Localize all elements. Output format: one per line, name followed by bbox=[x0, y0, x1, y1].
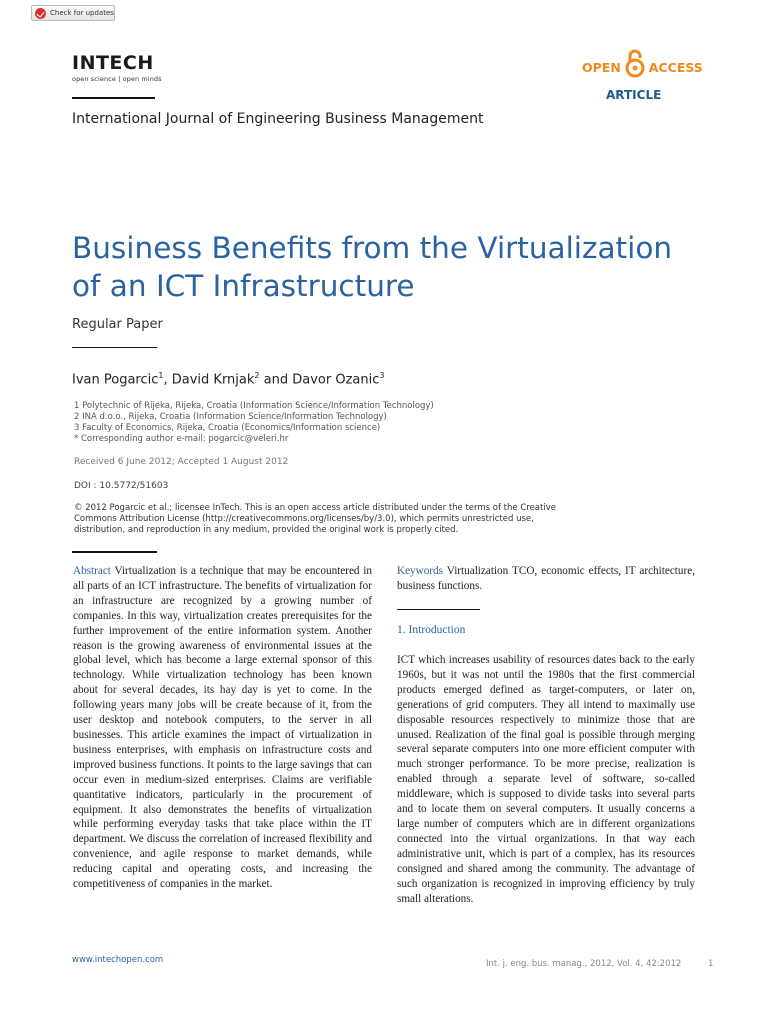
affiliation-2: 2 INA d.o.o., Rijeka, Croatia (Information Science/Information Technology) bbox=[74, 412, 387, 422]
affiliation-3: 3 Faculty of Economics, Rijeka, Croatia (Economics/Information science) bbox=[74, 423, 381, 433]
section-heading-introduction: 1. Introduction bbox=[397, 624, 466, 636]
introduction-text: ICT which increases usability of resources dates back to the early 1960s, but it was not until the 1980s that the first commercial products emerged defined as target-computers, or later on, generations of grid computers. They all intend to maximally use disposable resources respectively to minimize those that are unused. Realization of the final goal is possible through merging several separate computers into one more efficient computer with much stronger performance. To be more precise, realization is enabled through a separate level of software, so-called middleware, which is supposed to divide tasks into several parts and to locate them on several computers. It usually concerns a large number of computers which are in different organizations connected into the virtual organizations. In that way each administrative unit, which is part of a complex, has its resources consigned and shared among the community. The advantage of such organization is recognized in improving efficiency by truly small alterations. bbox=[397, 654, 695, 905]
author-list bbox=[72, 371, 384, 387]
author-1-affiliation: 1 bbox=[158, 371, 164, 380]
check-for-updates-label: Check for updates bbox=[50, 9, 114, 17]
keywords-label: Keywords bbox=[397, 565, 443, 577]
publisher-logo: INTECH bbox=[72, 52, 154, 74]
journal-name: International Journal of Engineering Business Management bbox=[72, 111, 484, 127]
copyright-notice: © 2012 Pogarcic et al.; licensee InTech. This is an open access article distributed under the terms of the Creative Commons Attribution License (http://creativecommons.org/licenses/by/3.0), which permits unrestricted use, distribution, and reproduction in any medium, provided the original work is properly cited. bbox=[74, 503, 556, 535]
abstract bbox=[73, 564, 372, 892]
open-label: OPEN bbox=[582, 59, 621, 75]
author-1: Ivan Pogarcic bbox=[72, 372, 159, 388]
publisher-tagline: open science | open minds bbox=[72, 75, 162, 83]
affiliation-1: 1 Polytechnic of Rijeka, Rijeka, Croatia (Information Science/Information Technology) bbox=[74, 401, 434, 411]
check-updates-icon bbox=[35, 8, 46, 19]
author-separator: , bbox=[163, 372, 172, 388]
logo-divider bbox=[72, 97, 155, 99]
author-3: Davor Ozanic bbox=[292, 372, 380, 388]
keywords-text: Virtualization TCO, economic effects, IT architecture, business functions. bbox=[397, 565, 695, 592]
title-line-1: Business Benefits from the Virtualization bbox=[72, 231, 673, 265]
page-number: 1 bbox=[708, 959, 714, 969]
keywords bbox=[397, 564, 695, 594]
front-matter-divider bbox=[72, 551, 157, 553]
doi: DOI : 10.5772/51603 bbox=[74, 481, 169, 491]
check-for-updates-button[interactable] bbox=[31, 5, 115, 21]
corresponding-author: * Corresponding author e-mail: pogarcic@veleri.hr bbox=[74, 434, 289, 444]
access-label: ACCESS bbox=[648, 59, 703, 75]
article-label: ARTICLE bbox=[606, 88, 662, 102]
paper-type: Regular Paper bbox=[72, 317, 163, 332]
abstract-label: Abstract bbox=[73, 565, 111, 577]
footer-citation: Int. j. eng. bus. manag., 2012, Vol. 4, 42:2012 bbox=[486, 959, 682, 969]
author-3-affiliation: 3 bbox=[379, 371, 385, 380]
received-dates: Received 6 June 2012; Accepted 1 August 2012 bbox=[74, 457, 289, 467]
author-2-affiliation: 2 bbox=[254, 371, 260, 380]
title-divider bbox=[72, 347, 157, 348]
footer-url-link[interactable]: www.intechopen.com bbox=[72, 955, 164, 965]
paper-title bbox=[72, 229, 712, 305]
author-separator: and bbox=[259, 372, 293, 388]
title-line-2: of an ICT Infrastructure bbox=[72, 269, 415, 303]
abstract-text: Virtualization is a technique that may be encountered in all parts of an ICT infrastructure. The benefits of virtualization for an infrastructure are recognized by a growing number of companies. In this way, virtualization creates prerequisites for the further improvement of the entire information system. Another reason is the growing awareness of environmental issues at the global level, which has become a large external sponsor of this technology. While virtualization technology has been known about for several decades, its hay day is yet to come. In the following years many jobs will be create because of it, from the user desktop and notebook computers, to the server in all businesses. This article examines the impact of virtualization in business enterprises, with emphasis on infrastructure costs and improved business functions. It points to the large savings that can occur even in medium-sized enterprises. Claims are verifiable quantitative indicators, particularly in the procurement of equipment. It also demonstrates the benefits of virtualization while performing everyday tasks that take place within the IT department. We discuss the correlation of increased flexibility and convenience, and agile response to market demands, while reducing capital and operating costs, and increasing the competitiveness of companies in the market. bbox=[73, 565, 372, 891]
open-access-lock-icon bbox=[625, 48, 645, 78]
author-2: David Krnjak bbox=[171, 372, 255, 388]
keywords-divider bbox=[397, 609, 480, 610]
open-access-badge bbox=[582, 52, 703, 82]
